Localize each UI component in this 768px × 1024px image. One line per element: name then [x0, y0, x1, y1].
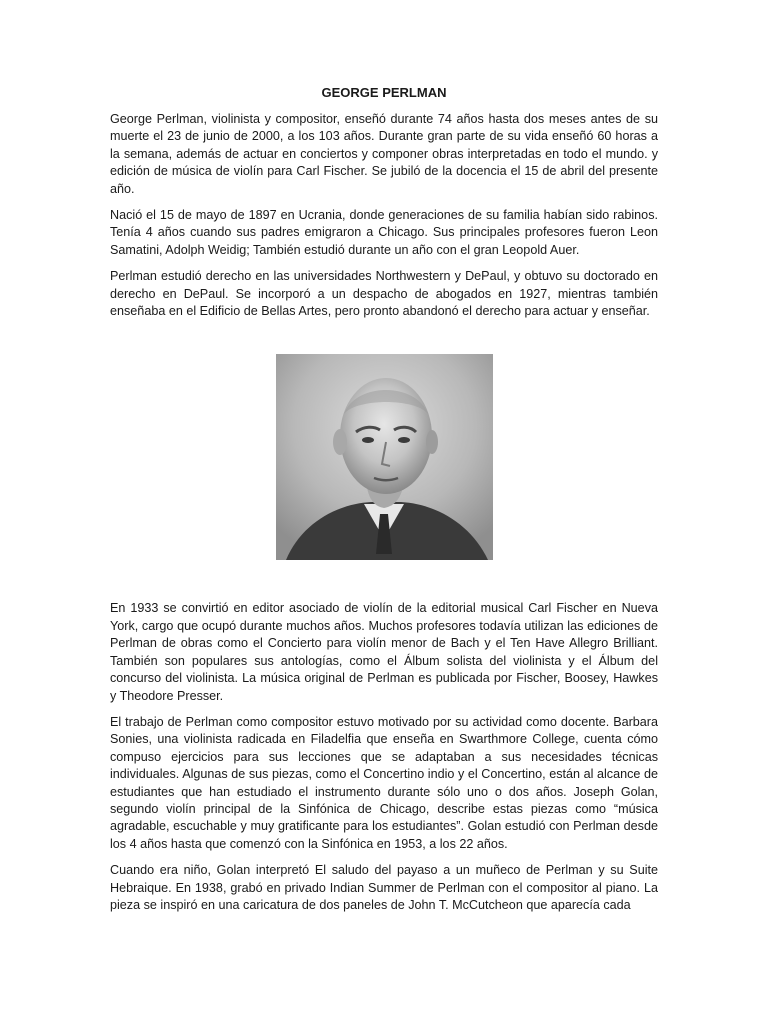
paragraph: Nació el 15 de mayo de 1897 en Ucrania, donde generaciones de su familia habían sido rabinos. Tenía 4 años cuando sus padres emigraron a Chicago. Sus principales profesores fueron Leon Samatini, Adolph Weidig; También estudió durante un año con el gran Leopold Auer. — [110, 208, 658, 257]
paragraph: Cuando era niño, Golan interpretó El saludo del payaso a un muñeco de Perlman y su Suite Hebraique. En 1938, grabó en privado Indian Summer de Perlman con el compositor al piano. La pieza se inspiró en una caricatura de dos paneles de John T. McCutcheon que aparecía cada — [110, 863, 658, 912]
portrait-photo — [276, 354, 493, 560]
document-title: GEORGE PERLMAN — [321, 85, 447, 100]
portrait-illustration — [276, 354, 493, 560]
portrait-container — [110, 354, 658, 560]
paragraph: Perlman estudió derecho en las universidades Northwestern y DePaul, y obtuvo su doctorado en derecho en DePaul. Se incorporó a un despacho de abogados en 1927, mientras también enseñaba en el Edificio de Bellas Artes, pero pronto abandonó el derecho para actuar y enseñar. — [110, 269, 658, 319]
paragraph: En 1933 se convirtió en editor asociado de violín de la editorial musical Carl Fischer en Nueva York, cargo que ocupó durante muchos años. Muchos profesores todavía utilizan las ediciones de Perlman de obras como el Concierto para violín menor de Bach y el Ten Have Allegro Brilliant. También son populares sus antologías, como el Álbum solista del violinista y el Álbum del concurso del violinista. La música original de Perlman es publicada por Fischer, Boosey, Hawkes y Theodore Presser. — [110, 601, 658, 703]
paragraph: George Perlman, violinista y compositor, enseñó durante 74 años hasta dos meses antes de su muerte el 23 de junio de 2000, a los 103 años. Durante gran parte de su vida enseñó 60 horas a la semana, además de actuar en conciertos y componer obras interpretadas en todo el mundo. y edición de música de violín para Carl Fischer. Se jubiló de la docencia el 15 de abril del presente año. — [110, 112, 658, 196]
paragraph: El trabajo de Perlman como compositor estuvo motivado por su actividad como docente. Barbara Sonies, una violinista radicada en Filadelfia que enseña en Swarthmore College, cuenta cómo compuso ejercicios para sus lecciones que se adaptaban a sus necesidades técnicas individuales. Algunas de sus piezas, como el Concertino indio y el Concertino, están al alcance de estudiantes que han estudiado el instrumento durante sólo uno o dos años. Joseph Golan, segundo violín principal de la Sinfónica de Chicago, describe estas piezas como “música agradable, escuchable y muy gratificante para los estudiantes”. Golan estudió con Perlman desde los 4 años hasta que comenzó con la Sinfónica en 1953, a los 22 años. — [110, 714, 658, 851]
